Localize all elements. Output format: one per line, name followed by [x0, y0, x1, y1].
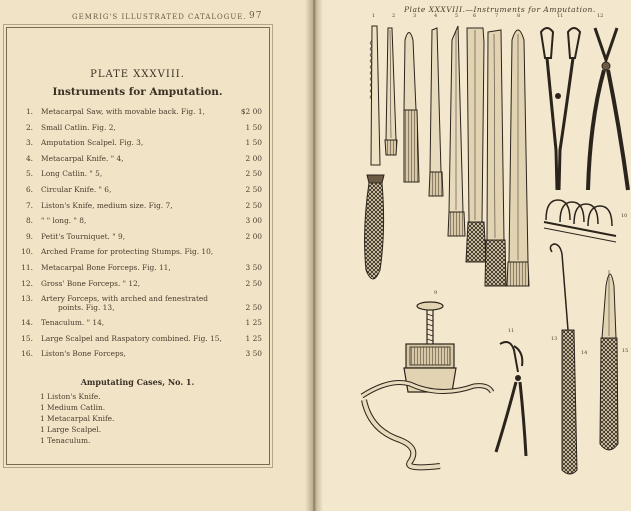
item-number: 9. — [25, 231, 33, 241]
list-item — [22, 123, 266, 139]
item-price: 2 50 — [245, 278, 262, 288]
item-price: 2 50 — [245, 169, 262, 179]
item-number: 6. — [25, 184, 33, 194]
list-item — [22, 201, 266, 217]
arched-frame-fig-10 — [544, 200, 616, 242]
list-item — [22, 334, 266, 350]
figure-number: 8 — [517, 13, 521, 19]
figure-number: 4 — [434, 13, 438, 19]
plate-title: PLATE XXXVIII. — [90, 69, 185, 80]
list-item — [22, 247, 266, 263]
figure-number: 5 — [455, 13, 459, 19]
item-price: 2 00 — [245, 231, 262, 241]
liston-knife-fig-8 — [507, 30, 529, 286]
case-item: 1 Liston's Knife. — [40, 392, 101, 401]
list-item — [22, 263, 266, 279]
catlin-fig-2 — [385, 28, 397, 155]
case-item: 1 Metacarpal Knife. — [40, 414, 115, 423]
item-number: 4. — [25, 153, 33, 163]
item-number: 11. — [21, 262, 33, 272]
item-description: Metacarpal Bone Forceps. Fig. 11, — [41, 262, 171, 272]
figure-number: 6 — [473, 13, 477, 19]
list-item — [22, 294, 266, 318]
cases-list — [40, 392, 114, 447]
item-number: 8. — [25, 216, 33, 226]
case-item: 1 Medium Catlin. — [40, 403, 106, 412]
item-description: Long Catlin. " 5, — [41, 169, 103, 179]
item-description: Artery Forceps, with arched and fenestrated — [41, 294, 209, 304]
catlin-fig-5 — [448, 26, 465, 236]
figure-number: 1 — [372, 13, 376, 19]
list-item — [22, 169, 266, 185]
tenaculum-fig-14 — [550, 244, 577, 474]
list-item — [22, 154, 266, 170]
figure-number: 11 — [557, 13, 564, 19]
list-item — [22, 185, 266, 201]
item-description: Metacarpal Saw, with movable back. Fig. 1, — [41, 107, 205, 116]
item-number: 3. — [25, 138, 33, 148]
cases-title: Amputating Cases, No. 1. — [80, 377, 195, 387]
figure-number: 12 — [597, 13, 604, 19]
list-item — [22, 318, 266, 334]
case-item: 1 Large Scalpel. — [40, 425, 102, 434]
figure-number: 3 — [413, 13, 417, 19]
item-description: Liston's Bone Forceps, — [41, 349, 126, 359]
list-item — [22, 216, 266, 232]
item-price: 1 25 — [245, 333, 262, 343]
item-price: 1 25 — [245, 318, 262, 328]
item-number: 16. — [21, 349, 33, 359]
item-description: Arched Frame for protecting Stumps. Fig. 10, — [41, 247, 214, 257]
item-price: $2 00 — [240, 107, 262, 116]
item-number: 15. — [21, 333, 33, 343]
tourniquet-fig-9 — [362, 302, 492, 467]
item-description: Tenaculum. " 14, — [41, 318, 105, 328]
liston-knife-fig-7 — [485, 30, 506, 286]
figure-number: 13 — [551, 336, 558, 342]
bone-forceps-fig-11-bottom — [496, 342, 526, 456]
catalogue-page — [0, 0, 313, 511]
instrument-list — [22, 107, 266, 365]
knife-fig-6 — [466, 28, 486, 262]
item-price: 1 50 — [245, 138, 262, 148]
item-price: 2 50 — [245, 184, 262, 194]
list-item — [22, 107, 266, 123]
item-number: 13. — [21, 294, 33, 304]
list-item — [22, 232, 266, 248]
item-number: 5. — [25, 169, 33, 179]
saw-fig-1 — [365, 26, 384, 279]
item-description: Petit's Tourniquet. " 9, — [41, 231, 126, 241]
list-item — [22, 279, 266, 295]
item-number: 7. — [25, 200, 33, 210]
item-number: 10. — [21, 247, 33, 257]
figure-number: 7 — [495, 13, 499, 19]
item-price: 1 50 — [245, 122, 262, 132]
knife-fig-4 — [429, 28, 443, 196]
item-description-continued: points. Fig. 13, — [58, 303, 115, 313]
item-description: Amputation Scalpel. Fig. 3, — [41, 138, 144, 148]
running-title: GEMRIG'S ILLUSTRATED CATALOGUE. — [72, 13, 247, 21]
item-description: Circular Knife. " 6, — [41, 184, 112, 194]
item-description: Large Scalpel and Raspatory combined. Fig. 15, — [41, 333, 222, 343]
figure-number: 15 — [622, 348, 629, 354]
item-description: Liston's Knife, medium size. Fig. 7, — [41, 200, 173, 210]
figure-number: 9 — [434, 290, 438, 296]
item-number: 1. — [25, 107, 33, 116]
scalpel-raspatory-fig-15 — [600, 270, 618, 450]
item-price: 3 50 — [245, 262, 262, 272]
item-price: 2 50 — [245, 303, 262, 313]
figure-number: 14 — [581, 350, 588, 356]
item-price: 3 50 — [245, 349, 262, 359]
page-number: 97 — [249, 11, 263, 21]
item-description: " " long. " 8, — [41, 216, 87, 226]
item-number: 2. — [25, 122, 33, 132]
item-description: Metacarpal Knife. " 4, — [41, 153, 124, 163]
instruments-engraving — [316, 0, 631, 511]
figure-number: 11 — [508, 328, 515, 334]
list-item — [22, 138, 266, 154]
plate-heading: Plate XXXVIII.—Instruments for Amputation. — [404, 5, 596, 14]
bone-forceps-fig-11-top — [541, 28, 580, 190]
item-price: 2 50 — [245, 200, 262, 210]
figure-number: 10 — [621, 213, 628, 219]
item-price: 3 00 — [245, 216, 262, 226]
item-description: Small Catlin. Fig. 2, — [41, 122, 116, 132]
item-number: 12. — [21, 278, 33, 288]
item-price: 2 00 — [245, 153, 262, 163]
scalpel-fig-3 — [404, 33, 419, 183]
item-number: 14. — [21, 318, 33, 328]
item-description: Gross' Bone Forceps. " 12, — [41, 278, 141, 288]
bone-forceps-fig-12 — [588, 28, 628, 190]
figure-number: 2 — [392, 13, 396, 19]
list-item — [22, 349, 266, 365]
case-item: 1 Tenaculum. — [40, 436, 91, 445]
plate-subtitle: Instruments for Amputation. — [52, 86, 223, 98]
